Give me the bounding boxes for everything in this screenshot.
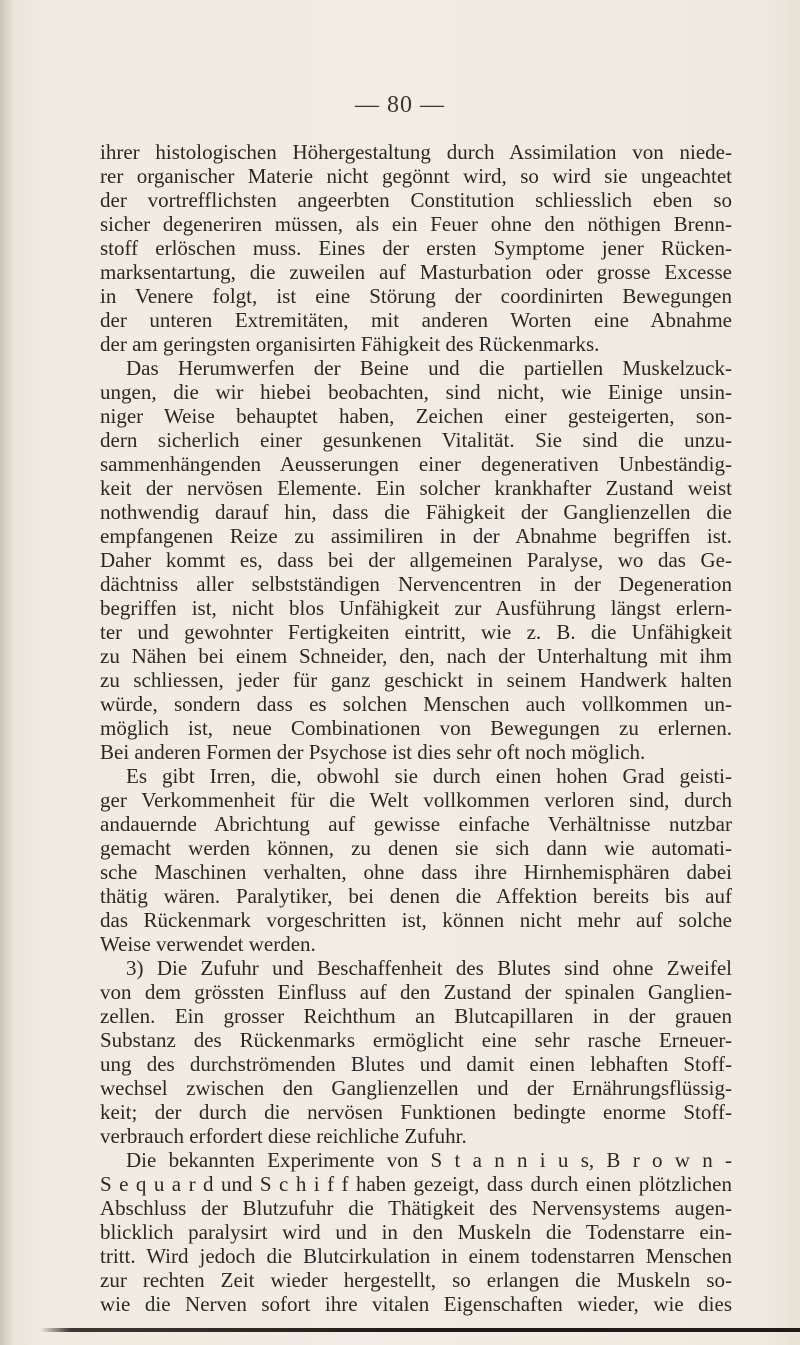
text-line: Die bekannten Experimente von S t a n n i u s, B r o w n - xyxy=(126,1148,732,1172)
text-line: stoff erlöschen muss. Eines der ersten Symptome jener Rücken- xyxy=(100,236,732,260)
text-line: rer organischer Materie nicht gegönnt wird, so wird sie ungeachtet xyxy=(100,164,732,188)
text-line: begriffen ist, nicht blos Unfähigkeit zur Ausführung längst erlern- xyxy=(100,596,732,620)
text-line: sche Maschinen verhalten, ohne dass ihre Hirnhemisphären dabei xyxy=(100,860,732,884)
text-line: thätig wären. Paralytiker, bei denen die Affektion bereits bis auf xyxy=(100,884,732,908)
text-line: verbrauch erfordert diese reichliche Zufuhr. xyxy=(100,1124,467,1148)
text-line: würde, sondern dass es solchen Menschen auch vollkommen un- xyxy=(100,692,732,716)
text-line: Daher kommt es, dass bei der allgemeinen Paralyse, wo das Ge- xyxy=(100,548,732,572)
text-line: in Venere folgt, ist eine Störung der coordinirten Bewegungen xyxy=(100,284,732,308)
text-line: tritt. Wird jedoch die Blutcirkulation in einem todenstarren Menschen xyxy=(100,1244,732,1268)
text-line: der unteren Extremitäten, mit anderen Worten eine Abnahme xyxy=(100,308,732,332)
text-line: Substanz des Rückenmarks ermöglicht eine sehr rasche Erneuer- xyxy=(100,1028,732,1052)
text-line: zur rechten Zeit wieder hergestellt, so erlangen die Muskeln so- xyxy=(100,1268,732,1292)
text-line: Das Herumwerfen der Beine und die partiellen Muskelzuck- xyxy=(126,356,732,380)
text-line: 3) Die Zufuhr und Beschaffenheit des Blutes sind ohne Zweifel xyxy=(126,956,732,980)
text-line: ihrer histologischen Höhergestaltung durch Assimilation von niede- xyxy=(100,140,732,164)
text-line: niger Weise behauptet haben, Zeichen einer gesteigerten, son- xyxy=(100,404,732,428)
text-line: Es gibt Irren, die, obwohl sie durch einen hohen Grad geisti- xyxy=(126,764,732,788)
text-line: sicher degeneriren müssen, als ein Feuer ohne den nöthigen Brenn- xyxy=(100,212,732,236)
text-line: keit der nervösen Elemente. Ein solcher krankhafter Zustand weist xyxy=(100,476,732,500)
text-line: ter und gewohnter Fertigkeiten eintritt, wie z. B. die Unfähigkeit xyxy=(100,620,732,644)
text-line: empfangenen Reize zu assimiliren in der Abnahme begriffen ist. xyxy=(100,524,732,548)
text-line: gemacht werden können, zu denen sie sich dann wie automati- xyxy=(100,836,732,860)
text-line: der vortrefflichsten angeerbten Constitution schliesslich eben so xyxy=(100,188,732,212)
text-line: sammenhängenden Aeusserungen einer degenerativen Unbeständig- xyxy=(100,452,732,476)
text-line: Weise verwendet werden. xyxy=(100,932,316,956)
text-line: der am geringsten organisirten Fähigkeit des Rückenmarks. xyxy=(100,332,600,356)
text-line: von dem grössten Einfluss auf den Zustand der spinalen Ganglien- xyxy=(100,980,732,1004)
text-line: zellen. Ein grosser Reichthum an Blutcapillaren in der grauen xyxy=(100,1004,732,1028)
text-line: ungen, die wir hiebei beobachten, sind nicht, wie Einige unsin- xyxy=(100,380,732,404)
text-line: ung des durchströmenden Blutes und damit einen lebhaften Stoff- xyxy=(100,1052,732,1076)
text-line: Abschluss der Blutzufuhr die Thätigkeit des Nervensystems augen- xyxy=(100,1196,732,1220)
text-line: blicklich paralysirt wird und in den Muskeln die Todenstarre ein- xyxy=(100,1220,732,1244)
page-edge-shadow xyxy=(0,0,14,1345)
text-line: keit; der durch die nervösen Funktionen bedingte enorme Stoff- xyxy=(100,1100,732,1124)
text-line: das Rückenmark vorgeschritten ist, können nicht mehr auf solche xyxy=(100,908,732,932)
body-text xyxy=(100,140,732,1316)
text-line: wechsel zwischen den Ganglienzellen und der Ernährungsflüssig- xyxy=(100,1076,732,1100)
text-line: zu Nähen bei einem Schneider, den, nach der Unterhaltung mit ihm xyxy=(100,644,732,668)
text-line: dächtniss aller selbstständigen Nervencentren in der Degeneration xyxy=(100,572,732,596)
text-line: dern sicherlich einer gesunkenen Vitalität. Sie sind die unzu- xyxy=(100,428,732,452)
text-line: möglich ist, neue Combinationen von Bewegungen zu erlernen. xyxy=(100,716,732,740)
bottom-rule xyxy=(40,1328,800,1332)
text-line: S e q u a r d und S c h i f f haben gezeigt, dass durch einen plötzlichen xyxy=(100,1172,732,1196)
text-line: nothwendig darauf hin, dass die Fähigkeit der Ganglienzellen die xyxy=(100,500,732,524)
text-line: zu schliessen, jeder für ganz geschickt in seinem Handwerk halten xyxy=(100,668,732,692)
page-number: — 80 — xyxy=(355,92,445,118)
text-line: wie die Nerven sofort ihre vitalen Eigenschaften wieder, wie dies xyxy=(100,1292,732,1316)
text-line: ger Verkommenheit für die Welt vollkommen verloren sind, durch xyxy=(100,788,732,812)
text-line: andauernde Abrichtung auf gewisse einfache Verhältnisse nutzbar xyxy=(100,812,732,836)
text-line: Bei anderen Formen der Psychose ist dies sehr oft noch möglich. xyxy=(100,740,646,764)
text-line: marksentartung, die zuweilen auf Masturbation oder grosse Excesse xyxy=(100,260,732,284)
